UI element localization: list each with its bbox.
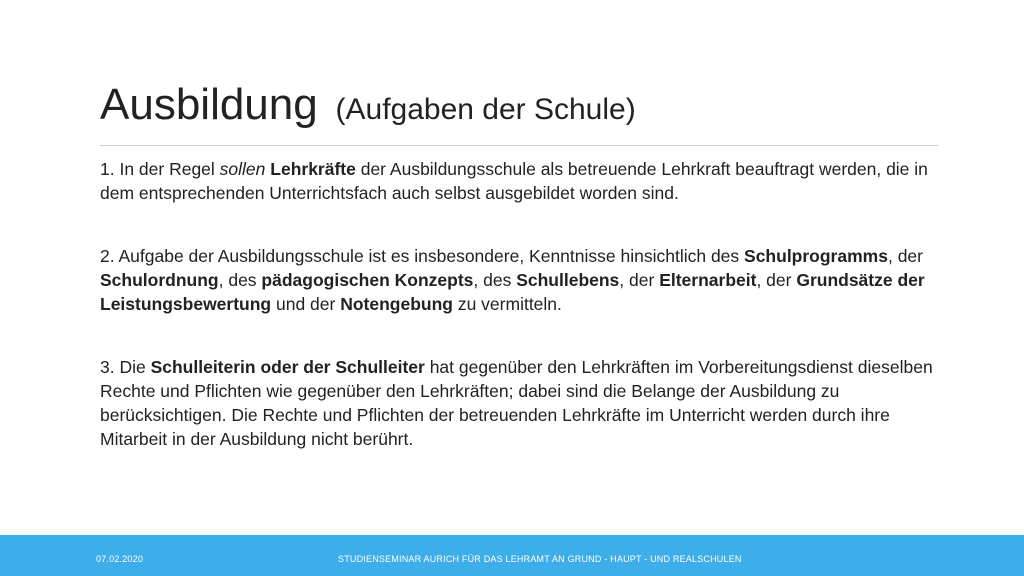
paragraph-1 <box>100 157 940 205</box>
p2-bold-schulordnung: Schulordnung <box>100 270 219 290</box>
paragraph-2 <box>100 244 940 316</box>
p2-text-o: zu vermitteln. <box>452 294 562 314</box>
p2-bold-paedagogischen-konzepts: pädagogischen Konzepts <box>261 270 474 290</box>
p2-bold-elternarbeit: Elternarbeit <box>659 270 757 290</box>
p2-text-k: , der <box>756 270 797 290</box>
slide-body <box>100 157 940 451</box>
p3-text-c: hat gegenüber den Lehrkräften im Vorbereitungsdienst dieselben Rechte und Pflichten wie gegenüber den Lehrkräften; dabei sind die Belange der Ausbildung zu berücksichtigen. Die Rechte und Pflichten der betreuenden Lehrkräfte im Unterricht werden durch ihre Mitarbeit in der Ausbildung nicht berührt. <box>100 357 933 449</box>
p2-text-g: , des <box>473 270 517 290</box>
p2-text-a: 2. Aufgabe der Ausbildungsschule ist es insbesondere, Kenntnisse hinsichtlich des <box>100 246 745 266</box>
footer-organization: STUDIENSEMINAR AURICH FÜR DAS LEHRAMT AN GRUND - HAUPT - UND REALSCHULEN <box>338 554 742 564</box>
p2-bold-schullebens: Schullebens <box>516 270 620 290</box>
p2-bold-grundsaetze: Grundsätze der Leistungsbewertung <box>100 270 925 314</box>
p1-text-e: der Ausbildungsschule als betreuende Lehrkraft beauftragt werden, die in dem entsprechenden Unterrichtsfach auch selbst ausgebildet worden sind. <box>100 159 928 203</box>
p2-bold-schulprogramms: Schulprogramms <box>744 246 888 266</box>
paragraph-3 <box>100 355 940 451</box>
p1-text-a: 1. In der Regel <box>100 159 220 179</box>
p1-bold-lehrkraefte: Lehrkräfte <box>270 159 356 179</box>
p2-text-c: , der <box>887 246 923 266</box>
p2-bold-notengebung: Notengebung <box>340 294 453 314</box>
title-main: Ausbildung <box>100 80 318 129</box>
p2-text-i: , der <box>619 270 660 290</box>
footer-date: 07.02.2020 <box>96 554 144 564</box>
title-divider <box>100 145 938 146</box>
p2-text-e: , des <box>218 270 262 290</box>
slide-title <box>100 80 636 130</box>
p3-bold-schulleitung: Schulleiterin oder der Schulleiter <box>150 357 425 377</box>
p1-italic-sollen: sollen <box>219 159 266 179</box>
title-subtitle: (Aufgaben der Schule) <box>335 93 636 126</box>
p2-text-m: und der <box>271 294 341 314</box>
p3-text-a: 3. Die <box>100 357 151 377</box>
